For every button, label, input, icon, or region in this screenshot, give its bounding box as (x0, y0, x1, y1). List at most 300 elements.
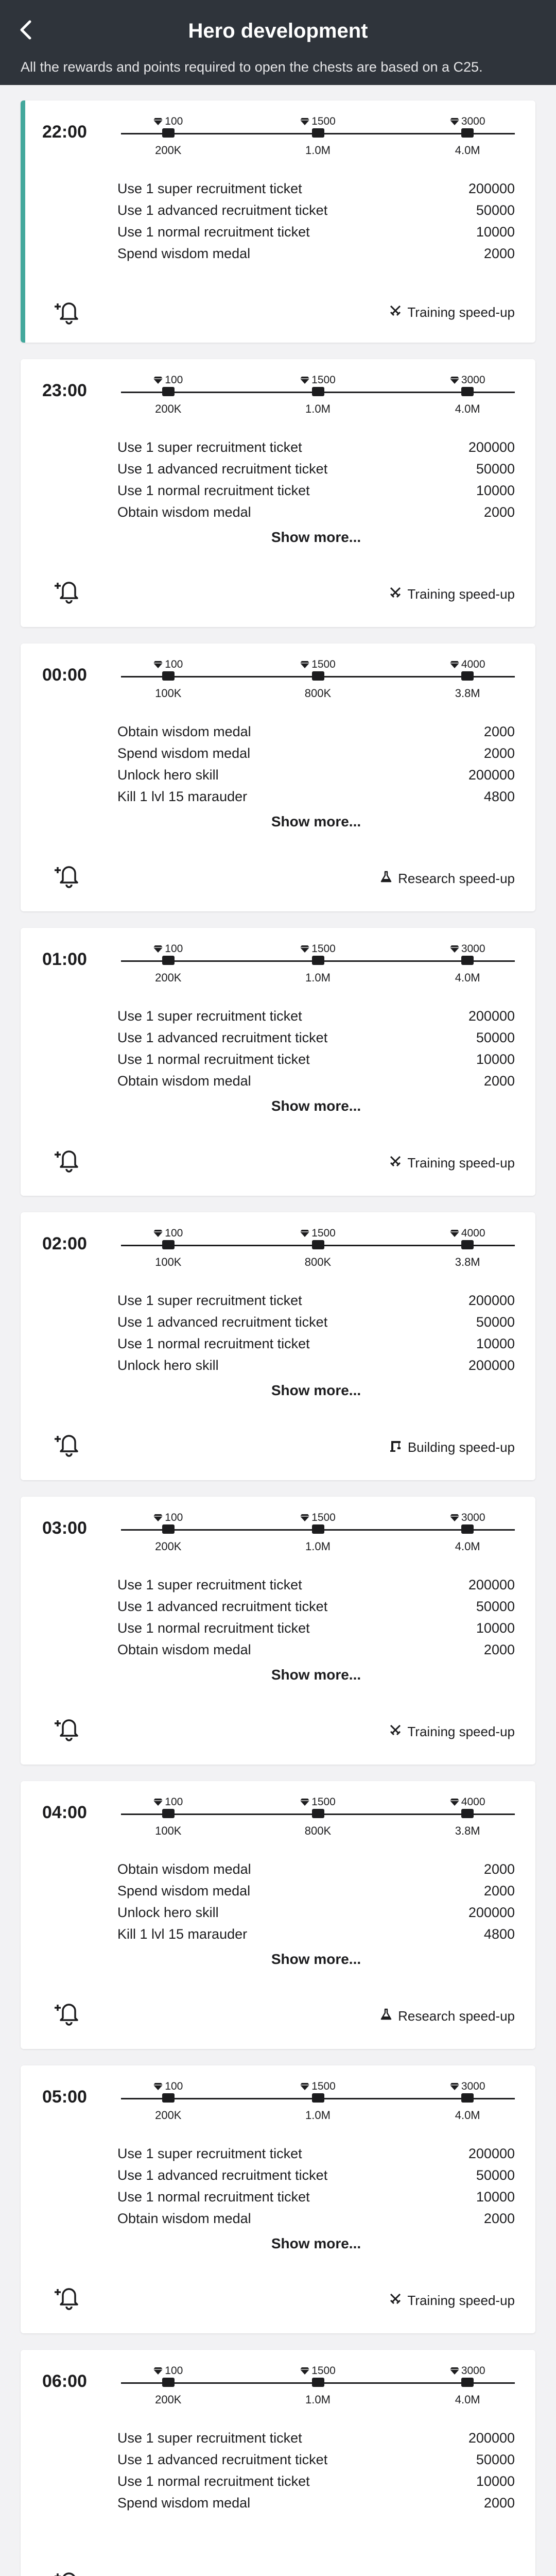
milestone-points: 800K (304, 1824, 332, 1837)
milestone-track (121, 1797, 515, 1838)
milestone-points: 4.0M (455, 2393, 480, 2406)
bell-plus-icon[interactable] (53, 2282, 83, 2313)
milestone[interactable] (282, 943, 354, 985)
task-row (117, 458, 515, 480)
milestone[interactable] (282, 1228, 354, 1269)
task-points: 10000 (476, 483, 515, 498)
task-row (117, 2164, 515, 2186)
bell-plus-icon[interactable] (53, 575, 83, 606)
milestone-cost-value: 3000 (461, 1512, 485, 1523)
milestone-cost-value: 3000 (461, 374, 485, 386)
reward-label (389, 1723, 515, 1740)
task-row (117, 742, 515, 764)
milestone[interactable] (282, 659, 354, 700)
task-name: Use 1 advanced recruitment ticket (117, 1314, 328, 1330)
event-card[interactable] (21, 2350, 535, 2576)
card-time: 23:00 (42, 381, 87, 400)
milestone-points: 4.0M (455, 971, 480, 984)
event-card[interactable] (21, 2065, 535, 2333)
milestone-cost (132, 1228, 204, 1239)
task-points: 50000 (476, 202, 515, 218)
milestone-cost-value: 100 (165, 658, 183, 670)
chest-marker (461, 128, 474, 138)
milestone-cost (132, 116, 204, 127)
milestone[interactable] (431, 1228, 503, 1269)
task-name: Obtain wisdom medal (117, 2211, 251, 2226)
bell-plus-icon[interactable] (53, 860, 83, 891)
milestone-points: 200K (155, 402, 182, 415)
task-list (117, 1574, 515, 1660)
task-points: 200000 (468, 181, 515, 196)
reward-label (389, 1155, 515, 1172)
milestone-points: 800K (304, 687, 332, 700)
diamond-icon (450, 943, 461, 955)
reward-label (389, 2292, 515, 2309)
task-row (117, 1574, 515, 1596)
task-points: 200000 (468, 1358, 515, 1373)
task-name: Kill 1 lvl 15 marauder (117, 1926, 248, 1942)
milestone-cost-value: 4000 (461, 1796, 485, 1808)
task-name: Obtain wisdom medal (117, 1073, 251, 1089)
task-row (117, 480, 515, 501)
task-row (117, 2208, 515, 2229)
task-row (117, 721, 515, 742)
task-points: 200000 (468, 1293, 515, 1308)
milestone-cost (132, 1512, 204, 1523)
milestone-cost (132, 375, 204, 386)
milestone-cost-value: 100 (165, 1796, 183, 1808)
bell-plus-icon[interactable] (53, 2566, 83, 2576)
diamond-icon (153, 115, 165, 127)
task-row (117, 1333, 515, 1354)
milestone-cost (431, 1512, 503, 1523)
task-list (117, 1290, 515, 1376)
milestone-cost-value: 4000 (461, 658, 485, 670)
milestone[interactable] (431, 2081, 503, 2122)
task-row (117, 199, 515, 221)
diamond-icon (153, 2365, 165, 2377)
task-points: 4800 (483, 1926, 515, 1942)
milestone-cost-value: 1500 (311, 374, 336, 386)
task-row (117, 2186, 515, 2208)
task-row (117, 1617, 515, 1639)
task-row (117, 501, 515, 523)
bell-plus-icon[interactable] (53, 296, 83, 327)
bell-plus-icon[interactable] (53, 1997, 83, 2028)
task-points: 2000 (483, 1861, 515, 1877)
diamond-icon (450, 2365, 461, 2377)
diamond-icon (300, 1512, 311, 1523)
milestone-cost (431, 375, 503, 386)
chest-marker (162, 671, 175, 681)
task-name: Use 1 advanced recruitment ticket (117, 1030, 328, 1045)
card-time: 02:00 (42, 1234, 87, 1253)
task-list (117, 1858, 515, 1945)
milestone-cost-value: 100 (165, 1512, 183, 1523)
task-list (117, 2427, 515, 2514)
chest-marker (162, 2093, 175, 2103)
task-row (117, 1596, 515, 1617)
milestone-cost-value: 1500 (311, 2365, 336, 2377)
task-row (117, 786, 515, 807)
event-card[interactable] (21, 1497, 535, 1765)
milestone-cost (431, 659, 503, 670)
milestone[interactable] (431, 1512, 503, 1553)
diamond-icon (153, 943, 165, 955)
diamond-icon (300, 2080, 311, 2092)
task-row (117, 1880, 515, 1902)
task-list (117, 1005, 515, 1092)
task-points: 2000 (483, 2211, 515, 2226)
milestone-points: 4.0M (455, 402, 480, 415)
milestone[interactable] (132, 1797, 204, 1838)
card-time: 00:00 (42, 665, 87, 685)
event-card[interactable] (21, 100, 535, 343)
crane-icon (389, 1439, 403, 1456)
event-card[interactable] (21, 928, 535, 1196)
task-points: 10000 (476, 224, 515, 240)
task-name: Kill 1 lvl 15 marauder (117, 789, 248, 804)
task-points: 2000 (483, 2495, 515, 2511)
milestone-cost (431, 943, 503, 955)
task-name: Use 1 normal recruitment ticket (117, 1052, 310, 1067)
task-row (117, 436, 515, 458)
milestone-cost (132, 2081, 204, 2092)
reward-text: Training speed-up (407, 2293, 515, 2308)
task-list (117, 178, 515, 264)
task-points: 10000 (476, 2189, 515, 2205)
task-points: 50000 (476, 1314, 515, 1330)
task-name: Use 1 super recruitment ticket (117, 1008, 302, 1024)
reward-text: Training speed-up (407, 1724, 515, 1739)
task-name: Use 1 super recruitment ticket (117, 2430, 302, 2446)
chest-marker (461, 2378, 474, 2387)
chest-marker (461, 2093, 474, 2103)
milestone[interactable] (132, 1228, 204, 1269)
reward-text: Training speed-up (407, 1155, 515, 1171)
header-note: All the rewards and points required to open the chests are based on a C25. (21, 59, 483, 75)
task-points: 10000 (476, 1052, 515, 1067)
task-points: 10000 (476, 1620, 515, 1636)
milestone-cost-value: 1500 (311, 1796, 336, 1808)
task-name: Use 1 normal recruitment ticket (117, 1336, 310, 1351)
task-name: Use 1 super recruitment ticket (117, 2146, 302, 2161)
milestone-points: 4.0M (455, 2109, 480, 2122)
flask-icon (379, 870, 393, 887)
task-name: Use 1 super recruitment ticket (117, 181, 302, 196)
show-more-button[interactable]: Show more... (271, 1382, 361, 1398)
milestone-cost (431, 116, 503, 127)
milestone-cost (282, 2365, 354, 2377)
milestone-track (121, 2081, 515, 2122)
event-card[interactable] (21, 1212, 535, 1480)
diamond-icon (450, 2080, 461, 2092)
reward-text: Research speed-up (398, 2008, 515, 2024)
milestone-cost (431, 2081, 503, 2092)
milestone-points: 200K (155, 2109, 182, 2122)
swords-icon (389, 304, 402, 321)
task-name: Spend wisdom medal (117, 246, 251, 261)
task-points: 2000 (483, 1642, 515, 1657)
task-points: 200000 (468, 1577, 515, 1592)
milestone-points: 800K (304, 1256, 332, 1268)
milestone-points: 200K (155, 144, 182, 157)
task-row (117, 221, 515, 243)
milestone-cost-value: 1500 (311, 1227, 336, 1239)
chest-marker (312, 1524, 324, 1534)
task-points: 200000 (468, 2146, 515, 2161)
reward-text: Training speed-up (407, 304, 515, 320)
task-name: Use 1 normal recruitment ticket (117, 1620, 310, 1636)
milestone[interactable] (132, 1512, 204, 1553)
event-card[interactable] (21, 359, 535, 627)
show-more-button[interactable]: Show more... (271, 2235, 361, 2251)
milestone-cost (282, 375, 354, 386)
milestone-cost-value: 1500 (311, 1512, 336, 1523)
task-row (117, 764, 515, 786)
task-name: Unlock hero skill (117, 1905, 219, 1920)
milestone-track (121, 943, 515, 985)
swords-icon (389, 2292, 402, 2309)
milestone[interactable] (431, 943, 503, 985)
task-name: Use 1 advanced recruitment ticket (117, 1599, 328, 1614)
diamond-icon (450, 115, 461, 127)
milestone[interactable] (282, 1797, 354, 1838)
task-name: Use 1 normal recruitment ticket (117, 2189, 310, 2205)
card-time: 01:00 (42, 950, 87, 969)
milestone[interactable] (282, 2081, 354, 2122)
milestone-cost (132, 659, 204, 670)
diamond-icon (450, 1227, 461, 1239)
task-points: 50000 (476, 2452, 515, 2467)
task-row (117, 1858, 515, 1880)
card-time: 06:00 (42, 2371, 87, 2391)
milestone-track (121, 375, 515, 416)
chest-marker (162, 2378, 175, 2387)
bell-plus-icon[interactable] (53, 1144, 83, 1175)
task-row (117, 1048, 515, 1070)
milestone-points: 1.0M (305, 144, 331, 157)
milestone[interactable] (282, 1512, 354, 1553)
diamond-icon (153, 1227, 165, 1239)
milestone[interactable] (431, 2365, 503, 2406)
milestone-track (121, 1228, 515, 1269)
show-more-button[interactable]: Show more... (271, 814, 361, 829)
milestone[interactable] (431, 375, 503, 416)
task-row (117, 2449, 515, 2470)
chest-marker (312, 1240, 324, 1249)
task-points: 4800 (483, 789, 515, 804)
milestone[interactable] (431, 116, 503, 157)
task-points: 200000 (468, 439, 515, 455)
milestone[interactable] (132, 943, 204, 985)
milestone[interactable] (132, 116, 204, 157)
reward-text: Training speed-up (407, 586, 515, 602)
diamond-icon (450, 1796, 461, 1808)
milestone-points: 100K (155, 687, 182, 700)
milestone-cost (282, 943, 354, 955)
milestone[interactable] (132, 659, 204, 700)
task-row (117, 1290, 515, 1311)
milestone-cost-value: 1500 (311, 2080, 336, 2092)
show-more-button[interactable]: Show more... (271, 1667, 361, 1683)
show-more-button[interactable]: Show more... (271, 529, 361, 545)
milestone[interactable] (132, 2365, 204, 2406)
task-name: Use 1 super recruitment ticket (117, 1577, 302, 1592)
milestone-points: 3.8M (455, 1824, 480, 1837)
task-row (117, 1923, 515, 1945)
milestone-cost (431, 1797, 503, 1808)
task-name: Obtain wisdom medal (117, 504, 251, 520)
milestone-cost (282, 1512, 354, 1523)
task-name: Unlock hero skill (117, 1358, 219, 1373)
diamond-icon (153, 1796, 165, 1808)
milestone-points: 4.0M (455, 144, 480, 157)
milestone-cost (282, 1797, 354, 1808)
milestone-cost-value: 3000 (461, 943, 485, 955)
milestone-cost (282, 1228, 354, 1239)
task-name: Use 1 advanced recruitment ticket (117, 202, 328, 218)
diamond-icon (450, 374, 461, 386)
milestone-cost-value: 100 (165, 115, 183, 127)
milestone-points: 1.0M (305, 2109, 331, 2122)
milestone[interactable] (132, 375, 204, 416)
milestone-track (121, 1512, 515, 1553)
milestone-track (121, 659, 515, 700)
milestone-cost (132, 1797, 204, 1808)
milestone-cost-value: 1500 (311, 658, 336, 670)
diamond-icon (153, 374, 165, 386)
task-points: 10000 (476, 1336, 515, 1351)
task-row (117, 1070, 515, 1092)
milestone[interactable] (431, 659, 503, 700)
task-points: 50000 (476, 1599, 515, 1614)
task-name: Obtain wisdom medal (117, 724, 251, 739)
card-time: 05:00 (42, 2087, 87, 2107)
task-points: 2000 (483, 504, 515, 520)
milestone[interactable] (282, 116, 354, 157)
chest-marker (312, 2093, 324, 2103)
swords-icon (389, 1155, 402, 1172)
milestone[interactable] (282, 375, 354, 416)
diamond-icon (450, 658, 461, 670)
milestone-cost (431, 1228, 503, 1239)
chest-marker (461, 1809, 474, 1818)
task-name: Use 1 super recruitment ticket (117, 439, 302, 455)
milestone-cost-value: 3000 (461, 115, 485, 127)
milestone[interactable] (282, 2365, 354, 2406)
milestone-cost (282, 116, 354, 127)
chest-marker (162, 387, 175, 396)
show-more-button[interactable]: Show more... (271, 1951, 361, 1967)
task-name: Obtain wisdom medal (117, 1642, 251, 1657)
task-row (117, 178, 515, 199)
reward-label (379, 2008, 515, 2025)
reward-label (389, 586, 515, 603)
task-name: Use 1 normal recruitment ticket (117, 2473, 310, 2489)
reward-text: Research speed-up (398, 871, 515, 886)
diamond-icon (153, 2080, 165, 2092)
milestone-points: 200K (155, 2393, 182, 2406)
reward-label (389, 1439, 515, 1456)
task-row (117, 1005, 515, 1027)
milestone-cost-value: 100 (165, 374, 183, 386)
task-points: 50000 (476, 1030, 515, 1045)
task-row (117, 2427, 515, 2449)
chest-marker (312, 2378, 324, 2387)
milestone[interactable] (132, 2081, 204, 2122)
reward-text: Building speed-up (407, 1439, 515, 1455)
bell-plus-icon[interactable] (53, 1713, 83, 1744)
event-card[interactable] (21, 1781, 535, 2049)
task-points: 2000 (483, 1073, 515, 1089)
page-title: Hero development (188, 20, 368, 42)
milestone-cost (282, 659, 354, 670)
milestone-cost (132, 943, 204, 955)
task-list (117, 2143, 515, 2229)
chest-marker (162, 128, 175, 138)
milestone-points: 1.0M (305, 1540, 331, 1553)
task-row (117, 1311, 515, 1333)
milestone[interactable] (431, 1797, 503, 1838)
task-points: 2000 (483, 745, 515, 761)
task-points: 50000 (476, 2167, 515, 2183)
chest-marker (162, 956, 175, 965)
task-row (117, 2143, 515, 2164)
task-name: Use 1 super recruitment ticket (117, 1293, 302, 1308)
diamond-icon (153, 658, 165, 670)
event-card[interactable] (21, 643, 535, 911)
event-card-list (0, 85, 556, 2576)
chest-marker (461, 387, 474, 396)
milestone-cost-value: 3000 (461, 2365, 485, 2377)
task-points: 200000 (468, 2430, 515, 2446)
milestone-points: 3.8M (455, 687, 480, 700)
diamond-icon (300, 374, 311, 386)
milestone-points: 1.0M (305, 2393, 331, 2406)
diamond-icon (300, 658, 311, 670)
bell-plus-icon[interactable] (53, 1429, 83, 1460)
milestone-points: 4.0M (455, 1540, 480, 1553)
milestone-cost (132, 2365, 204, 2377)
milestone-points: 3.8M (455, 1256, 480, 1268)
show-more-button[interactable]: Show more... (271, 1098, 361, 1114)
task-name: Use 1 advanced recruitment ticket (117, 461, 328, 477)
task-points: 200000 (468, 1905, 515, 1920)
chest-marker (461, 956, 474, 965)
card-time: 04:00 (42, 1803, 87, 1822)
task-list (117, 721, 515, 807)
app-header (0, 0, 556, 85)
diamond-icon (450, 1512, 461, 1523)
chest-marker (461, 1240, 474, 1249)
chest-marker (162, 1809, 175, 1818)
chest-marker (162, 1240, 175, 1249)
milestone-cost-value: 1500 (311, 943, 336, 955)
task-row (117, 1354, 515, 1376)
task-points: 2000 (483, 724, 515, 739)
reward-label (389, 304, 515, 321)
milestone-points: 100K (155, 1824, 182, 1837)
diamond-icon (300, 943, 311, 955)
chest-marker (461, 1524, 474, 1534)
chest-marker (162, 1524, 175, 1534)
diamond-icon (300, 2365, 311, 2377)
task-row (117, 2470, 515, 2492)
milestone-points: 200K (155, 1540, 182, 1553)
task-points: 2000 (483, 246, 515, 261)
chest-marker (461, 671, 474, 681)
